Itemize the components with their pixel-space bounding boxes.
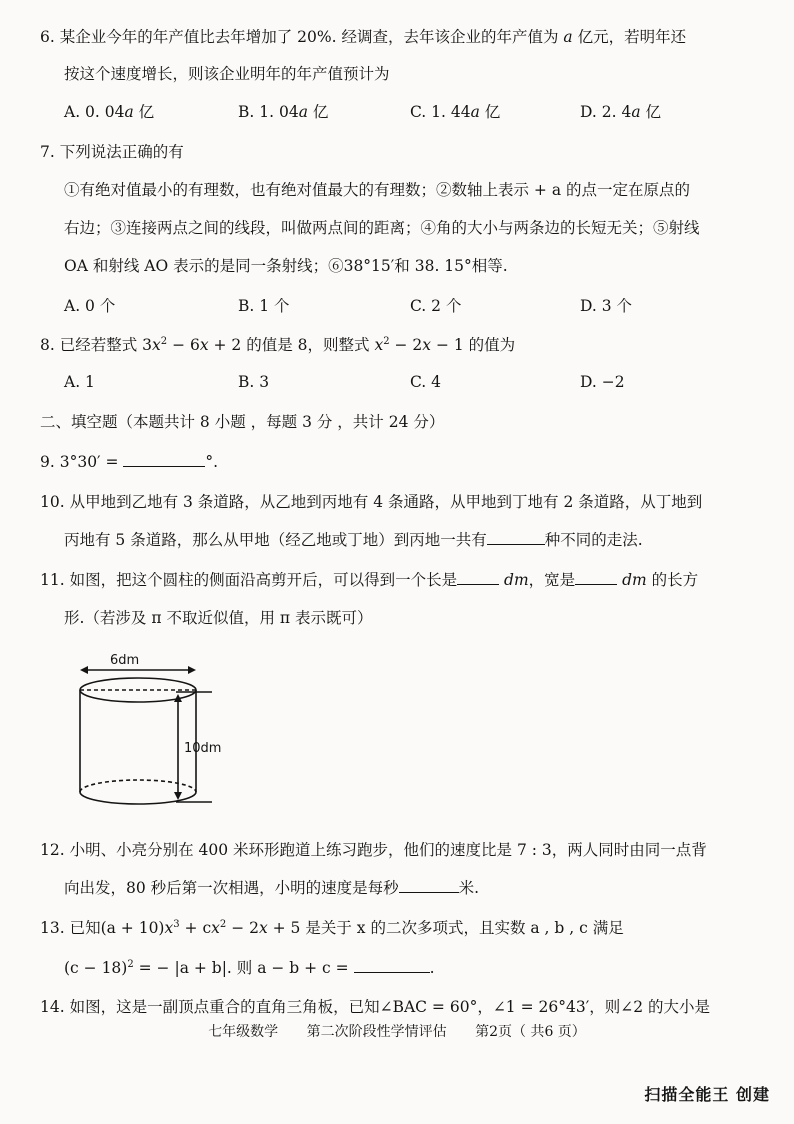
- q6-option-a: A. 0. 04a 亿: [64, 103, 155, 121]
- q6-line2: 按这个速度增长，则该企业明年的年产值预计为: [64, 65, 390, 83]
- q12-answer-blank[interactable]: [399, 878, 459, 893]
- q12-line2: 向出发，80 秒后第一次相遇，小明的速度是每秒 米.: [64, 879, 480, 897]
- q10-answer-blank[interactable]: [487, 530, 545, 545]
- footer-page: 第2页（ 共6 页）: [475, 1024, 586, 1040]
- q7-line2: 右边；③连接两点之间的线段，叫做两点间的距离；④角的大小与两条边的长短无关；⑤射线: [64, 219, 700, 237]
- q14-line1: 14. 如图，这是一副顶点重合的直角三角板，已知∠BAC = 60°，∠1 = 26°43′，则∠2 的大小是: [40, 998, 711, 1016]
- q7-option-b: B. 1 个: [238, 297, 290, 315]
- q13-line1: 13. 已知$(a + 10)x^3 + cx^2 - 2x + 5$ 是关于 x 的二次多项式，且实数 a , b , c 满足: [40, 918, 624, 937]
- q7-line1: ①有绝对值最小的有理数，也有绝对值最大的有理数；②数轴上表示 + a 的点一定在原点的: [64, 181, 691, 199]
- q7-option-a: A. 0 个: [64, 297, 116, 315]
- cylinder-width-label: 6dm: [110, 653, 140, 668]
- q11-width-blank[interactable]: [575, 570, 617, 585]
- q7-stem: 7. 下列说法正确的有: [40, 143, 184, 161]
- bleed-through-mark: [470, 64, 561, 83]
- q9: 9. 3°30′ = °.: [40, 453, 219, 471]
- q11-line2: 形.（若涉及 π 不取近似值，用 π 表示既可）: [64, 609, 373, 627]
- q13-answer-blank[interactable]: [354, 958, 430, 973]
- section-2-heading: 二、填空题（本题共计 8 小题 ，每题 3 分 ，共计 24 分）: [40, 413, 445, 431]
- q7-option-d: D. 3 个: [580, 297, 633, 315]
- q7-option-c: C. 2 个: [410, 297, 462, 315]
- q13-line2: $(c - 18)^2$ = − |a + b|. 则 a − b + c = .: [64, 958, 435, 977]
- q8-option-d: D. −2: [580, 373, 625, 391]
- scanner-watermark: 扫描全能王 创建: [644, 1085, 770, 1104]
- q6-line1: 6. 某企业今年的年产值比去年增加了 20%. 经调查，去年该企业的年产值为 a 亿元，若明年还: [40, 28, 687, 46]
- page-footer: [0, 1022, 794, 1042]
- q8-stem: 8. 已经若整式 $3x^2 - 6x + 2$ 的值是 8，则整式 $x^2 - 2x - 1$ 的值为: [40, 335, 516, 354]
- footer-subject: 七年级数学: [208, 1024, 279, 1040]
- footer-exam: 第二次阶段性学情评估: [306, 1024, 447, 1040]
- q8-option-b: B. 3: [238, 373, 270, 391]
- q11-line1: 11. 如图，把这个圆柱的侧面沿高剪开后，可以得到一个长是 dm，宽是 dm 的长方: [40, 571, 699, 589]
- q8-option-a: A. 1: [64, 373, 95, 391]
- q7-line3: OA 和射线 AO 表示的是同一条射线；⑥38°15′和 38. 15°相等.: [64, 257, 508, 275]
- cylinder-height-label: 10dm: [184, 741, 222, 756]
- q8-option-c: C. 4: [410, 373, 442, 391]
- q6-option-d: D. 2. 4a 亿: [580, 103, 661, 121]
- q6-option-c: C. 1. 44a 亿: [410, 103, 501, 121]
- q12-line1: 12. 小明、小亮分别在 400 米环形跑道上练习跑步，他们的速度比是 7 : 3，两人同时由同一点背: [40, 841, 707, 859]
- cylinder-figure: [66, 646, 226, 822]
- q6-option-b: B. 1. 04a 亿: [238, 103, 329, 121]
- q9-answer-blank[interactable]: [123, 452, 205, 467]
- q10-line2: 丙地有 5 条道路，那么从甲地（经乙地或丁地）到丙地一共有 种不同的走法.: [64, 531, 643, 549]
- q11-length-blank[interactable]: [457, 570, 499, 585]
- q10-line1: 10. 从甲地到乙地有 3 条道路，从乙地到丙地有 4 条通路，从甲地到丁地有 2 条道路，从丁地到: [40, 493, 703, 511]
